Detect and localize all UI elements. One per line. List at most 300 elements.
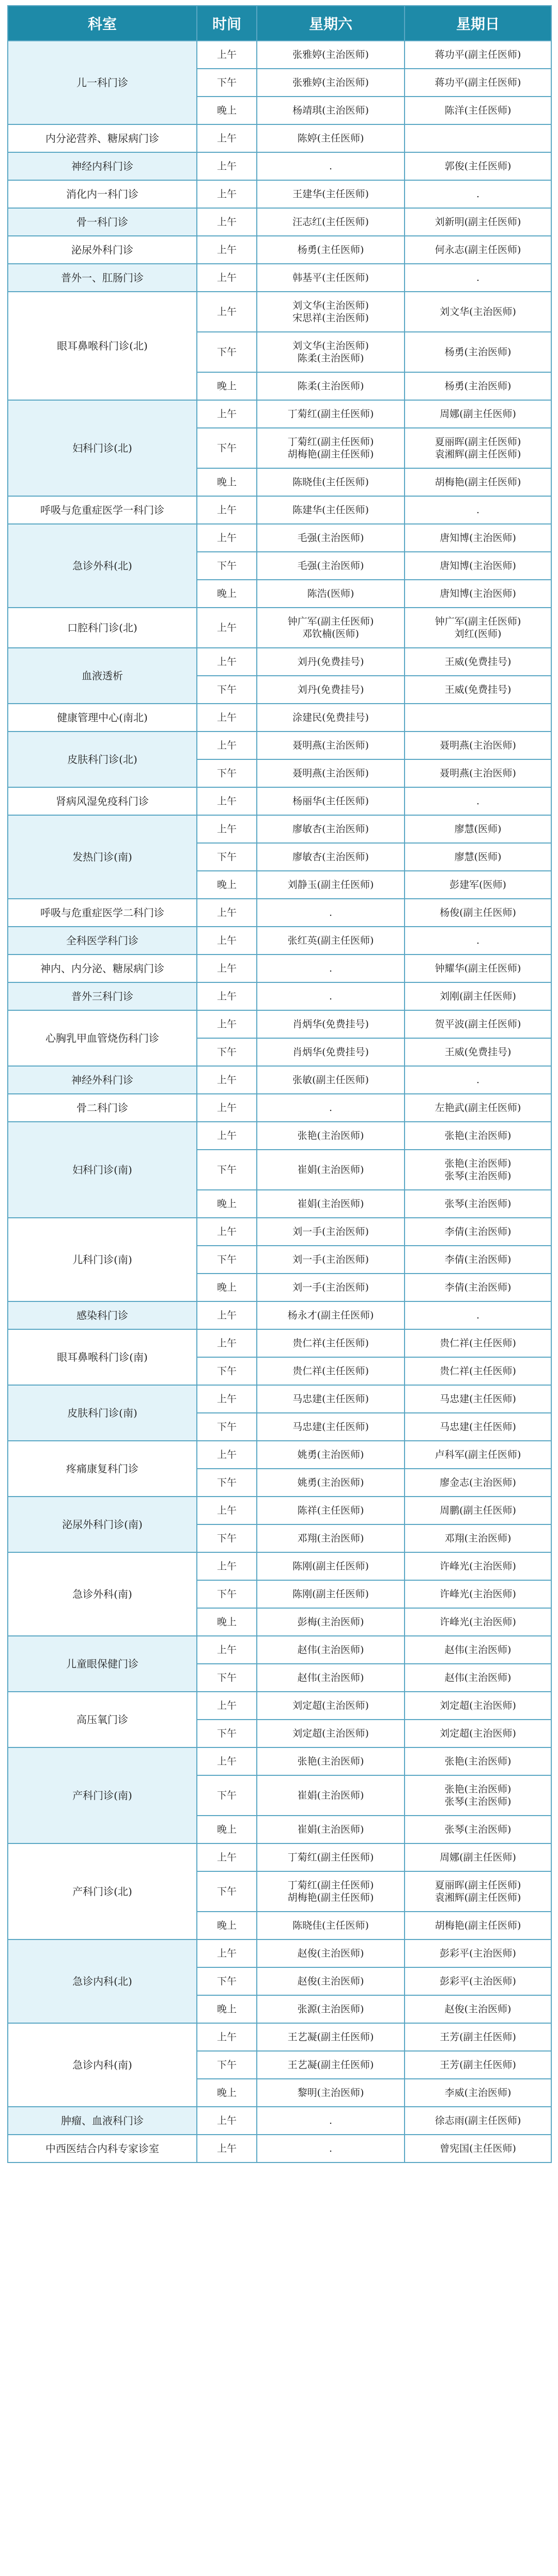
sunday-doctor: 贺平波(副主任医师) [405,1010,551,1038]
department-name: 妇科门诊(北) [8,400,197,496]
time-slot: 晚上 [197,97,257,124]
time-slot: 上午 [197,236,257,264]
table-row [8,524,551,552]
time-slot: 上午 [197,2023,257,2051]
department-name: 感染科门诊 [8,1301,197,1329]
time-slot: 上午 [197,982,257,1010]
saturday-doctor: 赵俊(主治医师) [257,1967,405,1995]
time-slot: 上午 [197,815,257,843]
time-slot: 晚上 [197,1274,257,1301]
table-row [8,704,551,732]
sunday-doctor: 夏丽晖(副主任医师) 袁湘辉(副主任医师) [405,1871,551,1912]
saturday-doctor: 张敏(副主任医师) [257,1066,405,1094]
table-row [8,1218,551,1246]
time-slot: 上午 [197,732,257,759]
time-slot: 上午 [197,1218,257,1246]
department-name: 肿瘤、血液科门诊 [8,2107,197,2135]
table-row [8,982,551,1010]
table-row [8,1066,551,1094]
time-slot: 晚上 [197,2079,257,2107]
sunday-doctor: 周鹏(副主任医师) [405,1497,551,1524]
time-slot: 上午 [197,124,257,152]
saturday-doctor: 刘丹(免费挂号) [257,676,405,704]
department-name: 产科门诊(北) [8,1843,197,1939]
sunday-doctor: 李倩(主治医师) [405,1246,551,1274]
saturday-doctor: 刘定超(主治医师) [257,1692,405,1720]
saturday-doctor: 王艺凝(副主任医师) [257,2023,405,2051]
department-name: 产科门诊(南) [8,1747,197,1843]
saturday-doctor: . [257,2135,405,2162]
department-name: 血液透析 [8,648,197,704]
sunday-doctor: 许峰光(主治医师) [405,1580,551,1608]
table-row [8,1094,551,1122]
sunday-doctor: 蒋功平(副主任医师) [405,69,551,97]
time-slot: 上午 [197,208,257,236]
time-slot: 晚上 [197,468,257,496]
department-name: 呼吸与危重症医学一科门诊 [8,496,197,524]
saturday-doctor: 聂明燕(主治医师) [257,759,405,787]
sunday-doctor: . [405,927,551,955]
saturday-doctor: 杨永才(副主任医师) [257,1301,405,1329]
header-time: 时间 [197,6,257,41]
saturday-doctor: 邓翔(主治医师) [257,1524,405,1552]
time-slot: 上午 [197,1939,257,1967]
department-name: 口腔科门诊(北) [8,608,197,648]
sunday-doctor: 李威(主治医师) [405,2079,551,2107]
time-slot: 晚上 [197,1995,257,2023]
time-slot: 上午 [197,704,257,732]
time-slot: 上午 [197,1122,257,1150]
time-slot: 下午 [197,428,257,468]
table-row [8,1385,551,1413]
saturday-doctor: . [257,955,405,982]
sunday-doctor: 胡梅艳(副主任医师) [405,1912,551,1939]
sunday-doctor: 卢科军(副主任医师) [405,1441,551,1469]
sunday-doctor: 蒋功平(副主任医师) [405,41,551,69]
time-slot: 上午 [197,1843,257,1871]
time-slot: 下午 [197,332,257,372]
sunday-doctor: 邓翔(主治医师) [405,1524,551,1552]
sunday-doctor: 左艳武(副主任医师) [405,1094,551,1122]
saturday-doctor: 赵伟(主治医师) [257,1636,405,1664]
department-name: 皮肤科门诊(南) [8,1385,197,1441]
saturday-doctor: 马忠建(主任医师) [257,1413,405,1441]
header-dept: 科室 [8,6,197,41]
sunday-doctor: . [405,180,551,208]
sunday-doctor: 王威(免费挂号) [405,1038,551,1066]
time-slot: 下午 [197,2051,257,2079]
time-slot: 上午 [197,1636,257,1664]
time-slot: 上午 [197,1441,257,1469]
table-row [8,2135,551,2162]
time-slot: 上午 [197,608,257,648]
sunday-doctor: 刘刚(副主任医师) [405,982,551,1010]
sunday-doctor: 钟耀华(副主任医师) [405,955,551,982]
sunday-doctor: 廖慧(医师) [405,843,551,871]
sunday-doctor: 徐志雨(副主任医师) [405,2107,551,2135]
sunday-doctor: 唐知博(主治医师) [405,524,551,552]
sunday-doctor: . [405,496,551,524]
table-row [8,1122,551,1150]
time-slot: 晚上 [197,1912,257,1939]
table-row [8,1552,551,1580]
department-name: 泌尿外科门诊 [8,236,197,264]
time-slot: 晚上 [197,871,257,899]
table-row [8,1010,551,1038]
time-slot: 下午 [197,1720,257,1747]
department-name: 儿科门诊(南) [8,1218,197,1301]
sunday-doctor: 杨勇(主治医师) [405,372,551,400]
saturday-doctor: 贵仁祥(主任医师) [257,1357,405,1385]
table-row [8,41,551,69]
department-name: 皮肤科门诊(北) [8,732,197,787]
sunday-doctor: 李倩(主治医师) [405,1274,551,1301]
saturday-doctor: 肖炳华(免费挂号) [257,1038,405,1066]
time-slot: 上午 [197,1066,257,1094]
time-slot: 上午 [197,648,257,676]
table-row [8,648,551,676]
saturday-doctor: 王艺凝(副主任医师) [257,2051,405,2079]
sunday-doctor: 彭彩平(主治医师) [405,1939,551,1967]
time-slot: 上午 [197,1497,257,1524]
table-row [8,927,551,955]
department-name: 儿童眼保健门诊 [8,1636,197,1692]
saturday-doctor: 张艳(主治医师) [257,1122,405,1150]
department-name: 健康管理中心(南北) [8,704,197,732]
time-slot: 上午 [197,496,257,524]
time-slot: 下午 [197,1524,257,1552]
department-name: 心胸乳甲血管烧伤科门诊 [8,1010,197,1066]
saturday-doctor: 毛强(主治医师) [257,524,405,552]
department-name: 神内、内分泌、糖尿病门诊 [8,955,197,982]
sunday-doctor: . [405,1301,551,1329]
department-name: 普外三科门诊 [8,982,197,1010]
department-name: 发热门诊(南) [8,815,197,899]
sunday-doctor: 张艳(主治医师) 张琴(主治医师) [405,1775,551,1816]
sunday-doctor: 李倩(主治医师) [405,1218,551,1246]
table-row [8,815,551,843]
saturday-doctor: 张红英(副主任医师) [257,927,405,955]
time-slot: 下午 [197,1469,257,1497]
saturday-doctor: 张雅婷(主治医师) [257,41,405,69]
department-name: 神经外科门诊 [8,1066,197,1094]
saturday-doctor: 廖敏杏(主治医师) [257,815,405,843]
saturday-doctor: 陈刚(副主任医师) [257,1580,405,1608]
time-slot: 上午 [197,927,257,955]
time-slot: 下午 [197,1038,257,1066]
saturday-doctor: 陈晓佳(主任医师) [257,468,405,496]
table-row [8,787,551,815]
department-name: 肾病风湿免疫科门诊 [8,787,197,815]
saturday-doctor: 聂明燕(主治医师) [257,732,405,759]
table-row [8,152,551,180]
time-slot: 上午 [197,955,257,982]
time-slot: 上午 [197,1747,257,1775]
sunday-doctor: . [405,264,551,292]
department-name: 急诊内科(北) [8,1939,197,2023]
saturday-doctor: 刘静玉(副主任医师) [257,871,405,899]
sunday-doctor: 王芳(副主任医师) [405,2051,551,2079]
saturday-doctor: 毛强(主治医师) [257,552,405,580]
table-row [8,1939,551,1967]
time-slot: 上午 [197,152,257,180]
time-slot: 下午 [197,843,257,871]
saturday-doctor: 丁菊红(副主任医师) [257,1843,405,1871]
saturday-doctor: 韩基平(主任医师) [257,264,405,292]
table-row [8,180,551,208]
department-name: 疼痛康复科门诊 [8,1441,197,1497]
table-row [8,608,551,648]
time-slot: 下午 [197,1775,257,1816]
time-slot: 上午 [197,2135,257,2162]
time-slot: 上午 [197,2107,257,2135]
sunday-doctor: 胡梅艳(副主任医师) [405,468,551,496]
sunday-doctor: 钟广军(副主任医师) 刘红(医师) [405,608,551,648]
table-row [8,732,551,759]
sunday-doctor: 许峰光(主治医师) [405,1552,551,1580]
saturday-doctor: 廖敏杏(主治医师) [257,843,405,871]
table-row [8,1329,551,1357]
saturday-doctor: 陈刚(副主任医师) [257,1552,405,1580]
sunday-doctor: 唐知博(主治医师) [405,552,551,580]
saturday-doctor: 张艳(主治医师) [257,1747,405,1775]
sunday-doctor [405,704,551,732]
saturday-doctor: 崔娟(主治医师) [257,1775,405,1816]
time-slot: 下午 [197,1664,257,1692]
time-slot: 晚上 [197,372,257,400]
saturday-doctor: 张雅婷(主治医师) [257,69,405,97]
time-slot: 下午 [197,69,257,97]
table-row [8,292,551,332]
sunday-doctor: 曾宪国(主任医师) [405,2135,551,2162]
time-slot: 下午 [197,759,257,787]
saturday-doctor: 贵仁祥(主任医师) [257,1329,405,1357]
saturday-doctor: 张源(主治医师) [257,1995,405,2023]
saturday-doctor: 刘一手(主治医师) [257,1218,405,1246]
time-slot: 上午 [197,1552,257,1580]
table-header-row [8,6,551,41]
time-slot: 上午 [197,1385,257,1413]
sunday-doctor: 张琴(主治医师) [405,1816,551,1843]
time-slot: 下午 [197,1150,257,1190]
saturday-doctor: . [257,899,405,927]
sunday-doctor: 彭彩平(主治医师) [405,1967,551,1995]
department-name: 普外一、肛肠门诊 [8,264,197,292]
sunday-doctor: 张琴(主治医师) [405,1190,551,1218]
sunday-doctor: 何永志(副主任医师) [405,236,551,264]
saturday-doctor: 刘文华(主治医师) 宋思祥(主治医师) [257,292,405,332]
saturday-doctor: 杨勇(主任医师) [257,236,405,264]
department-name: 眼耳鼻喉科门诊(南) [8,1329,197,1385]
saturday-doctor: . [257,152,405,180]
saturday-doctor: 刘文华(主治医师) 陈柔(主治医师) [257,332,405,372]
saturday-doctor: 肖炳华(免费挂号) [257,1010,405,1038]
time-slot: 晚上 [197,1816,257,1843]
saturday-doctor: 陈婷(主任医师) [257,124,405,152]
sunday-doctor: 赵俊(主治医师) [405,1995,551,2023]
saturday-doctor: 陈建华(主任医师) [257,496,405,524]
sunday-doctor: 贵仁祥(主任医师) [405,1329,551,1357]
time-slot: 上午 [197,524,257,552]
sunday-doctor: 刘定超(主治医师) [405,1720,551,1747]
table-row [8,264,551,292]
table-row [8,2023,551,2051]
time-slot: 下午 [197,1871,257,1912]
saturday-doctor: 崔娟(主治医师) [257,1150,405,1190]
time-slot: 上午 [197,264,257,292]
table-row [8,1636,551,1664]
time-slot: 上午 [197,1692,257,1720]
department-name: 骨一科门诊 [8,208,197,236]
table-row [8,400,551,428]
department-name: 泌尿外科门诊(南) [8,1497,197,1552]
time-slot: 上午 [197,899,257,927]
time-slot: 下午 [197,1357,257,1385]
sunday-doctor: 彭建军(医师) [405,871,551,899]
sunday-doctor: 许峰光(主治医师) [405,1608,551,1636]
table-row [8,2107,551,2135]
time-slot: 下午 [197,1580,257,1608]
saturday-doctor: 刘一手(主治医师) [257,1274,405,1301]
saturday-doctor: 王建华(主任医师) [257,180,405,208]
time-slot: 上午 [197,180,257,208]
saturday-doctor: 钟广军(副主任医师) 邓钦楠(医师) [257,608,405,648]
sunday-doctor: 刘定超(主治医师) [405,1692,551,1720]
sunday-doctor: 廖金志(主治医师) [405,1469,551,1497]
table-row [8,1301,551,1329]
department-name: 中西医结合内科专家诊室 [8,2135,197,2162]
sunday-doctor [405,124,551,152]
sunday-doctor: 张艳(主治医师) [405,1747,551,1775]
department-name: 急诊内科(南) [8,2023,197,2107]
sunday-doctor: 马忠建(主任医师) [405,1385,551,1413]
clinic-schedule-table [7,5,552,2163]
table-row [8,1747,551,1775]
saturday-doctor: 刘定超(主治医师) [257,1720,405,1747]
department-name: 急诊外科(南) [8,1552,197,1636]
department-name: 急诊外科(北) [8,524,197,608]
saturday-doctor: 陈晓佳(主任医师) [257,1912,405,1939]
department-name: 内分泌营养、糖尿病门诊 [8,124,197,152]
saturday-doctor: . [257,2107,405,2135]
time-slot: 上午 [197,1329,257,1357]
time-slot: 下午 [197,1246,257,1274]
sunday-doctor: 张艳(主治医师) [405,1122,551,1150]
time-slot: 上午 [197,1094,257,1122]
saturday-doctor: 涂建民(免费挂号) [257,704,405,732]
saturday-doctor: 刘一手(主治医师) [257,1246,405,1274]
department-name: 妇科门诊(南) [8,1122,197,1218]
time-slot: 上午 [197,1301,257,1329]
time-slot: 上午 [197,400,257,428]
saturday-doctor: 马忠建(主任医师) [257,1385,405,1413]
time-slot: 上午 [197,41,257,69]
table-row [8,208,551,236]
saturday-doctor: 崔娟(主治医师) [257,1190,405,1218]
department-name: 呼吸与危重症医学二科门诊 [8,899,197,927]
sunday-doctor: 郭俊(主任医师) [405,152,551,180]
schedule-sheet [7,5,551,2163]
sunday-doctor: 杨勇(主治医师) [405,332,551,372]
sunday-doctor: . [405,787,551,815]
time-slot: 晚上 [197,1190,257,1218]
sunday-doctor: 王威(免费挂号) [405,676,551,704]
sunday-doctor: 唐知博(主治医师) [405,580,551,608]
saturday-doctor: 杨丽华(主任医师) [257,787,405,815]
sunday-doctor: 刘新明(副主任医师) [405,208,551,236]
time-slot: 晚上 [197,1608,257,1636]
sunday-doctor: 陈洋(主任医师) [405,97,551,124]
sunday-doctor: 王芳(副主任医师) [405,2023,551,2051]
time-slot: 上午 [197,292,257,332]
schedule-body [8,41,551,2162]
sunday-doctor: 马忠建(主任医师) [405,1413,551,1441]
saturday-doctor: 刘丹(免费挂号) [257,648,405,676]
table-row [8,124,551,152]
sunday-doctor: 周娜(副主任医师) [405,400,551,428]
time-slot: 下午 [197,1413,257,1441]
table-row [8,1843,551,1871]
sunday-doctor: . [405,1066,551,1094]
saturday-doctor: 陈祥(主任医师) [257,1497,405,1524]
table-row [8,955,551,982]
sunday-doctor: 贵仁祥(主任医师) [405,1357,551,1385]
time-slot: 下午 [197,1967,257,1995]
department-name: 全科医学科门诊 [8,927,197,955]
table-row [8,1441,551,1469]
department-name: 神经内科门诊 [8,152,197,180]
department-name: 眼耳鼻喉科门诊(北) [8,292,197,400]
saturday-doctor: 丁菊红(副主任医师) [257,400,405,428]
saturday-doctor: 丁菊红(副主任医师) 胡梅艳(副主任医师) [257,1871,405,1912]
sunday-doctor: 周娜(副主任医师) [405,1843,551,1871]
department-name: 消化内一科门诊 [8,180,197,208]
saturday-doctor: 赵伟(主治医师) [257,1664,405,1692]
saturday-doctor: 丁菊红(副主任医师) 胡梅艳(副主任医师) [257,428,405,468]
department-name: 骨二科门诊 [8,1094,197,1122]
table-row [8,236,551,264]
table-row [8,899,551,927]
saturday-doctor: 陈浩(医师) [257,580,405,608]
saturday-doctor: 杨靖琪(主治医师) [257,97,405,124]
sunday-doctor: 杨俊(副主任医师) [405,899,551,927]
saturday-doctor: 姚勇(主治医师) [257,1469,405,1497]
sunday-doctor: 聂明燕(主治医师) [405,759,551,787]
saturday-doctor: 陈柔(主治医师) [257,372,405,400]
sunday-doctor: 王威(免费挂号) [405,648,551,676]
sunday-doctor: 刘文华(主治医师) [405,292,551,332]
time-slot: 上午 [197,787,257,815]
saturday-doctor: . [257,982,405,1010]
header-sunday: 星期日 [405,6,551,41]
sunday-doctor: 廖慧(医师) [405,815,551,843]
department-name: 高压氧门诊 [8,1692,197,1747]
sunday-doctor: 张艳(主治医师) 张琴(主治医师) [405,1150,551,1190]
table-row [8,1692,551,1720]
table-row [8,496,551,524]
saturday-doctor: 赵俊(主治医师) [257,1939,405,1967]
saturday-doctor: 崔娟(主治医师) [257,1816,405,1843]
time-slot: 下午 [197,676,257,704]
sunday-doctor: 赵伟(主治医师) [405,1664,551,1692]
saturday-doctor: 黎明(主治医师) [257,2079,405,2107]
sunday-doctor: 夏丽晖(副主任医师) 袁湘辉(副主任医师) [405,428,551,468]
saturday-doctor: 彭梅(主治医师) [257,1608,405,1636]
sunday-doctor: 聂明燕(主治医师) [405,732,551,759]
saturday-doctor: . [257,1094,405,1122]
sunday-doctor: 赵伟(主治医师) [405,1636,551,1664]
header-saturday: 星期六 [257,6,405,41]
